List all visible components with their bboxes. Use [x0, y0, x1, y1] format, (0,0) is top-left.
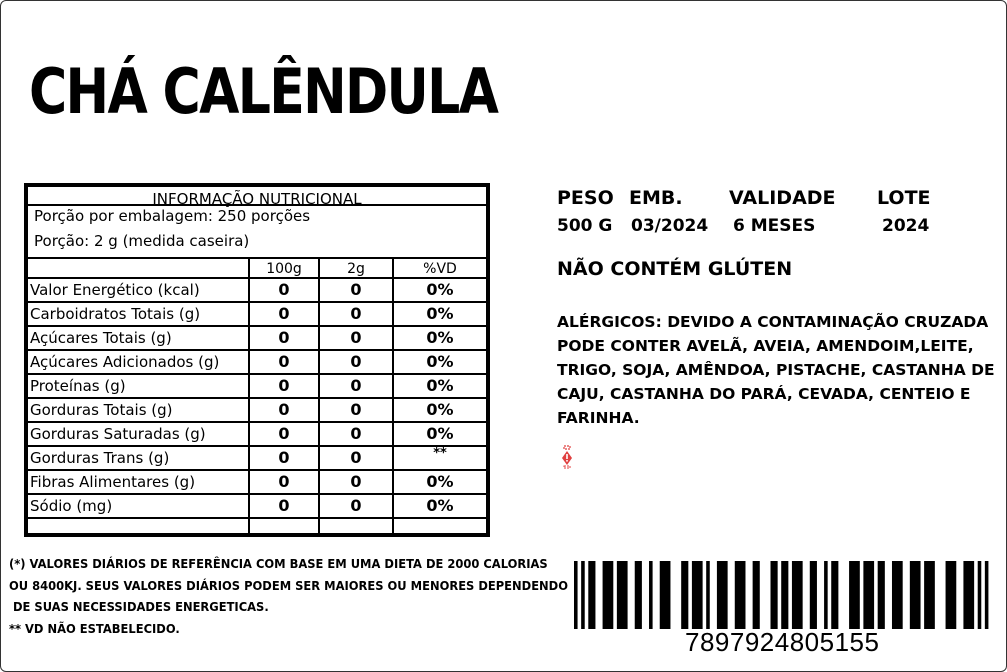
barcode-bar	[978, 561, 982, 629]
table-row	[28, 423, 486, 447]
table-row	[28, 447, 486, 471]
nutrition-table	[24, 183, 490, 537]
value-2g: 0	[350, 496, 362, 515]
table-row	[28, 375, 486, 399]
nutrient-label	[30, 519, 248, 535]
barcode-bar	[706, 561, 710, 629]
value-2g: 0	[350, 400, 362, 419]
barcode-bar	[810, 561, 817, 629]
barcode-bar	[781, 561, 788, 629]
column-header-2g: 2g	[347, 261, 365, 277]
footnote-line: ** VD NÃO ESTABELECIDO.	[9, 620, 180, 636]
portions-per-package: Porção por embalagem: 250 porções	[34, 207, 311, 225]
barcode-bar	[581, 561, 585, 629]
gluten-notice: NÃO CONTÉM GLÚTEN	[557, 258, 793, 280]
value-100g: 0	[278, 472, 290, 491]
table-row	[28, 519, 486, 535]
value-vd: 0%	[426, 376, 454, 395]
barcode-bar	[649, 561, 653, 629]
value-peso: 500 G	[557, 216, 613, 236]
column-header-vd: %VD	[423, 261, 457, 277]
footnote-line: OU 8400KJ. SEUS VALORES DIÁRIOS PODEM SER MAIORES OU MENORES DEPENDENDO	[9, 577, 569, 593]
value-vd: 0%	[426, 424, 454, 443]
nutrient-label: Gorduras Trans (g)	[30, 449, 170, 467]
column-header-row	[28, 259, 486, 279]
nutrient-label: Gorduras Totais (g)	[30, 401, 173, 419]
barcode-bar	[892, 561, 903, 629]
footnote-line: (*) VALORES DIÁRIOS DE REFERÊNCIA COM BASE EM UMA DIETA DE 2000 CALORIAS	[9, 556, 548, 571]
barcode-bar	[878, 561, 885, 629]
column-divider	[248, 259, 250, 533]
footnotes	[9, 553, 569, 639]
allergen-line: ALÉRGICOS: DEVIDO A CONTAMINAÇÃO CRUZADA	[557, 313, 989, 331]
nutrient-label: Proteínas (g)	[30, 377, 126, 395]
nutrition-header	[28, 187, 486, 259]
label-peso: PESO	[557, 187, 614, 209]
allergen-line: CAJU, CASTANHA DO PARÁ, CEVADA, CENTEIO E	[557, 385, 971, 403]
value-vd: 0%	[426, 328, 454, 347]
table-row	[28, 279, 486, 303]
barcode-bar	[831, 561, 838, 629]
value-2g: 0	[350, 424, 362, 443]
value-lote: 2024	[882, 216, 930, 236]
value-vd: 0%	[426, 352, 454, 371]
value-2g: 0	[350, 328, 362, 347]
barcode-bar	[603, 561, 614, 629]
value-emb: 03/2024	[631, 216, 709, 236]
value-vd	[394, 519, 486, 535]
allergen-line: FARINHA.	[557, 409, 640, 427]
nutrient-label: Valor Energético (kcal)	[30, 281, 200, 299]
value-2g: 0	[350, 448, 362, 467]
portion-size: Porção: 2 g (medida caseira)	[34, 232, 250, 250]
allergen-notice	[557, 310, 997, 430]
value-100g: 0	[278, 448, 290, 467]
barcode-bar	[717, 561, 728, 629]
nutrient-label: Carboidratos Totais (g)	[30, 305, 201, 323]
nutrient-label: Gorduras Saturadas (g)	[30, 425, 206, 443]
barcode-bar	[617, 561, 628, 629]
barcode-bar	[660, 561, 671, 629]
barcode-bar	[735, 561, 746, 629]
footnote-line: DE SUAS NECESSIDADES ENERGETICAS.	[9, 599, 269, 614]
value-2g	[320, 519, 392, 535]
value-2g: 0	[350, 304, 362, 323]
label-validade: VALIDADE	[729, 187, 836, 209]
barcode-bar	[824, 561, 828, 629]
divider	[28, 204, 486, 206]
column-header-100g: 100g	[266, 261, 302, 277]
value-100g: 0	[278, 352, 290, 371]
value-vd: **	[433, 446, 447, 461]
label-emb: EMB.	[629, 187, 683, 209]
barcode-bar	[863, 561, 874, 629]
allergen-line: PODE CONTER AVELÃ, AVEIA, AMENDOIM,LEITE,	[557, 337, 974, 355]
value-100g: 0	[278, 280, 290, 299]
table-row	[28, 495, 486, 519]
barcode-bar	[635, 561, 642, 629]
barcode-bar	[792, 561, 803, 629]
product-title: CHÁ CALÊNDULA	[29, 55, 498, 128]
barcode-bar	[849, 561, 860, 629]
table-row	[28, 471, 486, 495]
table-row	[28, 399, 486, 423]
value-vd: 0%	[426, 472, 454, 491]
barcode-bar	[771, 561, 778, 629]
barcode-bar	[946, 561, 957, 629]
column-header	[30, 259, 248, 277]
column-divider	[318, 259, 320, 533]
value-2g: 0	[350, 472, 362, 491]
barcode-bar	[588, 561, 595, 629]
value-100g: 0	[278, 304, 290, 323]
value-vd: 0%	[426, 400, 454, 419]
value-100g: 0	[278, 496, 290, 515]
value-2g: 0	[350, 376, 362, 395]
value-2g: 0	[350, 352, 362, 371]
value-100g	[250, 519, 318, 535]
table-row	[28, 351, 486, 375]
table-row	[28, 327, 486, 351]
nutrient-label: Sódio (mg)	[30, 497, 113, 515]
nutrient-label: Açúcares Adicionados (g)	[30, 353, 220, 371]
barcode-bar	[574, 561, 578, 629]
alert-icon	[561, 445, 573, 469]
nutrition-title: INFORMAÇÃO NUTRICIONAL	[152, 190, 362, 208]
barcode-bar	[692, 561, 703, 629]
value-100g: 0	[278, 328, 290, 347]
value-vd: 0%	[426, 496, 454, 515]
barcode-bar	[681, 561, 688, 629]
table-row	[28, 303, 486, 327]
barcode-bar	[910, 561, 921, 629]
label-lote: LOTE	[877, 187, 931, 209]
value-validade: 6 MESES	[733, 216, 816, 236]
allergen-line: TRIGO, SOJA, AMÊNDOA, PISTACHE, CASTANHA DE	[557, 361, 995, 379]
value-100g: 0	[278, 376, 290, 395]
nutrient-label: Açúcares Totais (g)	[30, 329, 172, 347]
barcode-bar	[924, 561, 935, 629]
column-divider	[392, 259, 394, 533]
barcode-number: 7897924805155	[685, 627, 880, 657]
barcode-bar	[985, 561, 989, 629]
value-vd: 0%	[426, 280, 454, 299]
barcode-bar	[963, 561, 974, 629]
barcode-bar	[753, 561, 760, 629]
nutrient-label: Fibras Alimentares (g)	[30, 473, 196, 491]
value-100g: 0	[278, 400, 290, 419]
value-vd: 0%	[426, 304, 454, 323]
barcode-bars	[574, 561, 992, 629]
value-2g: 0	[350, 280, 362, 299]
value-100g: 0	[278, 424, 290, 443]
